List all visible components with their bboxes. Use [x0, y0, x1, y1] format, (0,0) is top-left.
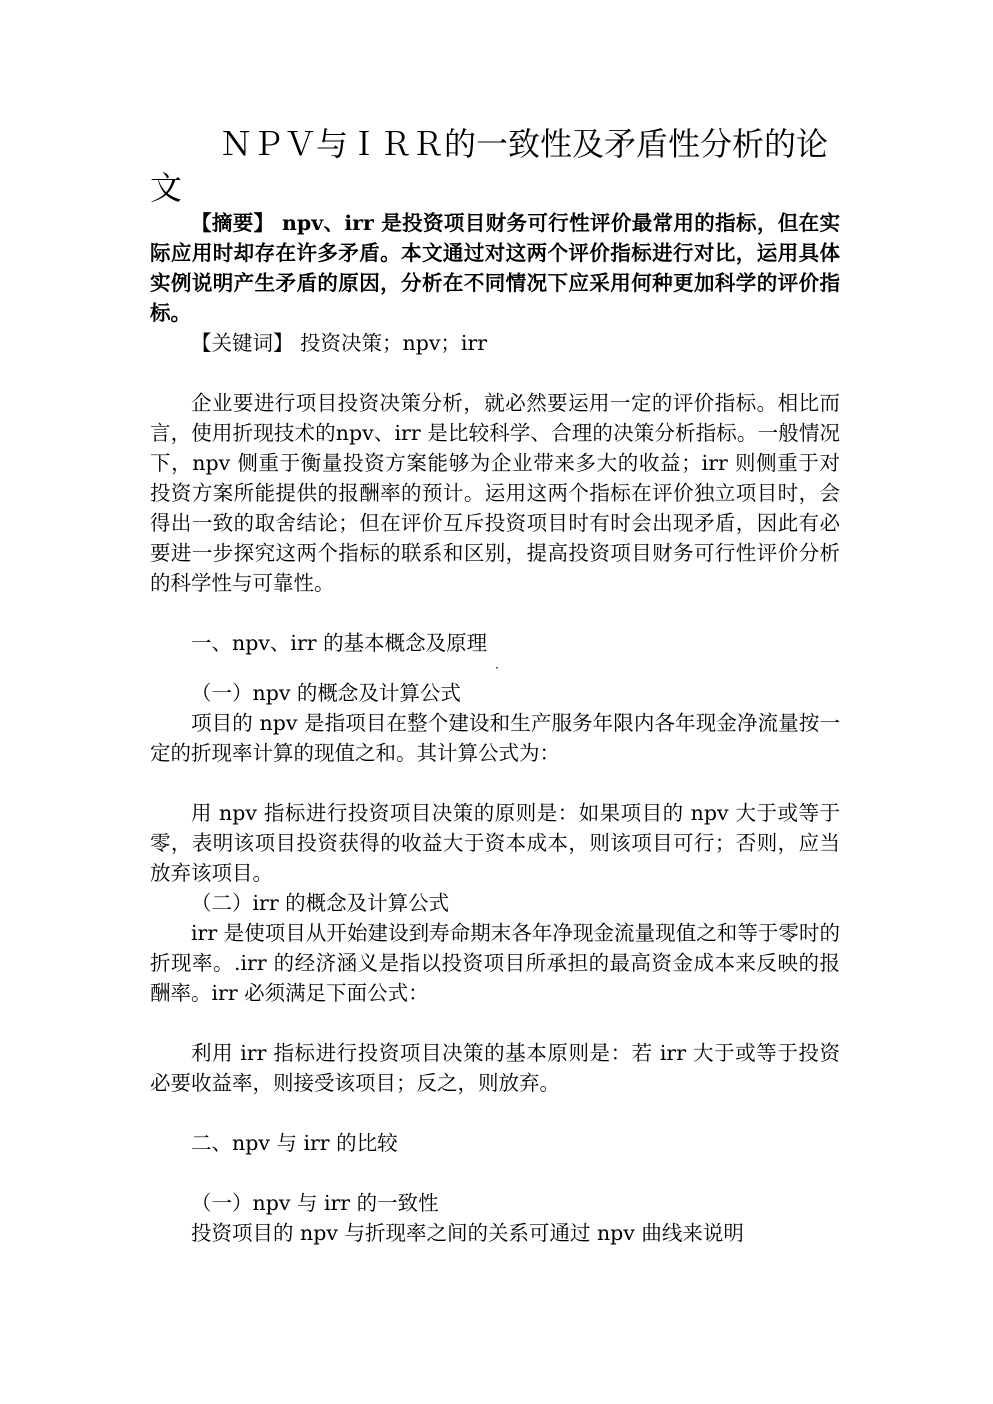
- keywords-text: 投资决策；npv；irr: [293, 331, 488, 355]
- npv-definition-paragraph: 项目的 npv 是指项目在整个建设和生产服务年限内各年现金净流量按一定的折现率计算的现值之和。其计算公式为：: [150, 711, 840, 765]
- spacer: [150, 358, 840, 388]
- section-heading-2: 二、npv 与 irr 的比较: [191, 1131, 398, 1155]
- irr-rule-paragraph: 利用 irr 指标进行投资项目决策的基本原则是：若 irr 大于或等于投资必要收益率，则接受该项目；反之，则放弃。: [150, 1041, 840, 1095]
- stray-mark: ·: [495, 661, 499, 675]
- section-heading-1: 一、npv、irr 的基本概念及原理: [191, 631, 488, 655]
- document-title: ＮＰＶ与ＩＲＲ的一致性及矛盾性分析的论文: [150, 125, 829, 207]
- irr-definition-paragraph: irr 是使项目从开始建设到寿命期末各年净现金流量现值之和等于零时的折现率。.irr 的经济涵义是指以投资项目所承担的最高资金成本来反映的报酬率。irr 必须满足下面公式：: [150, 921, 840, 1005]
- spacer: [150, 598, 840, 628]
- document-body: [150, 208, 840, 1248]
- consistency-paragraph: 投资项目的 npv 与折现率之间的关系可通过 npv 曲线来说明: [191, 1221, 744, 1245]
- intro-paragraph: 企业要进行项目投资决策分析，就必然要运用一定的评价指标。相比而言，使用折现技术的npv、irr 是比较科学、合理的决策分析指标。一般情况下，npv 侧重于衡量投资方案能够为企业带来多大的收益；irr 则侧重于对投资方案所能提供的报酬率的预计。运用这两个指标在评价独立项目时，会得出一致的取舍结论；但在评价互斥投资项目时有时会出现矛盾，因此有必要进一步探究这两个指标的联系和区别，提高投资项目财务可行性评价分析的科学性与可靠性。: [150, 391, 840, 595]
- abstract-label: 【摘要】: [191, 211, 275, 235]
- formula-placeholder: [150, 768, 840, 798]
- subsection-heading-irr: （二）irr 的概念及计算公式: [191, 891, 450, 915]
- subsection-heading-npv: （一）npv 的概念及计算公式: [191, 681, 461, 705]
- subsection-heading-consistency: （一）npv 与 irr 的一致性: [191, 1191, 439, 1215]
- formula-placeholder: [150, 1008, 840, 1038]
- abstract-text: npv、irr 是投资项目财务可行性评价最常用的指标，但在实际应用时却存在许多矛盾。本文通过对这两个评价指标进行对比，运用具体实例说明产生矛盾的原因，分析在不同情况下应采用何种更加科学的评价指标。: [150, 211, 841, 325]
- spacer: [150, 1098, 840, 1128]
- abstract-paragraph: [150, 208, 840, 328]
- npv-rule-paragraph: 用 npv 指标进行投资项目决策的原则是：如果项目的 npv 大于或等于零，表明该项目投资获得的收益大于资本成本，则该项目可行；否则，应当放弃该项目。: [150, 801, 840, 885]
- spacer: [150, 1158, 840, 1188]
- keywords-label: 【关键词】: [191, 331, 294, 355]
- keywords-paragraph: [150, 328, 840, 358]
